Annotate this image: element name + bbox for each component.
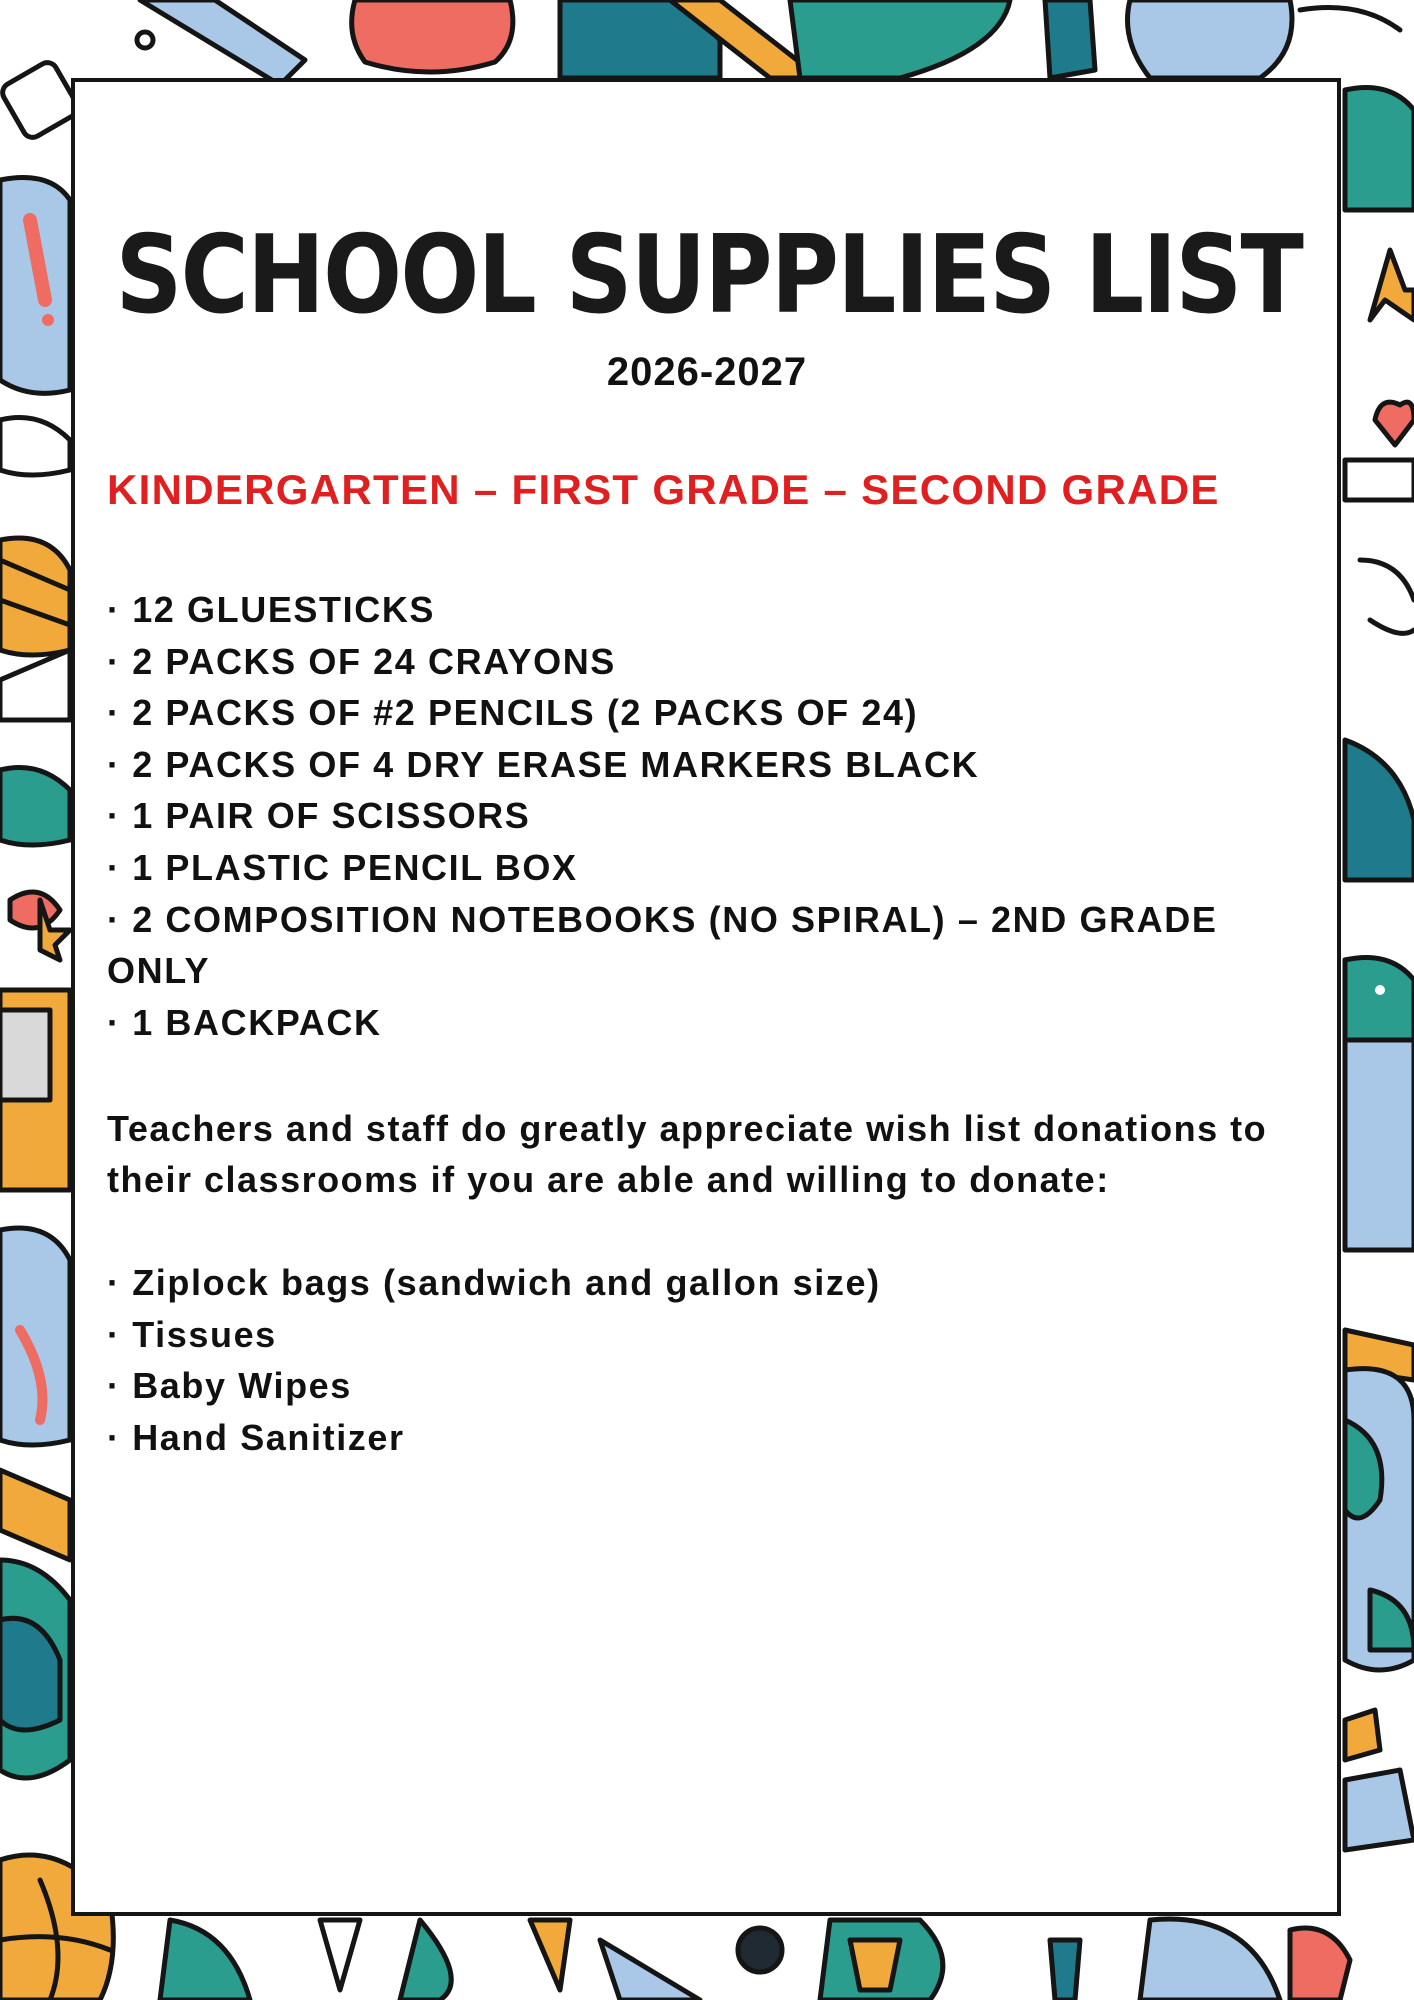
list-item: · Ziplock bags (sandwich and gallon size): [107, 1262, 881, 1303]
list-item: · Hand Sanitizer: [107, 1416, 405, 1458]
apple-icon: [352, 0, 513, 72]
list-item: · Baby Wipes: [107, 1365, 352, 1407]
heart-icon: [1375, 402, 1414, 445]
list-item: · Tissues: [107, 1313, 277, 1355]
globe-icon: [1345, 1369, 1414, 1670]
grade-levels: KINDERGARTEN – FIRST GRADE – SECOND GRADE: [107, 466, 1220, 513]
school-year: 2026-2027: [606, 350, 808, 394]
supplies-list: [107, 584, 1317, 1048]
alarm-clock-icon: [1128, 0, 1401, 78]
list-item: · 2 COMPOSITION NOTEBOOKS (NO SPIRAL) – 2ND GRADE ONLY: [107, 898, 1218, 992]
list-item: · 2 PACKS OF #2 PENCILS (2 PACKS OF 24): [107, 692, 919, 734]
wishlist-intro: Teachers and staff do greatly appreciate wish list donations to their classrooms if you are able and willing to donate:: [107, 1108, 1268, 1200]
list-item: · 1 PLASTIC PENCIL BOX: [107, 846, 578, 888]
page-title: SCHOOL SUPPLIES LIST: [115, 213, 1303, 339]
list-item: · 12 GLUESTICKS: [107, 589, 436, 630]
list-item: · 1 PAIR OF SCISSORS: [107, 795, 531, 837]
list-item: · 2 PACKS OF 24 CRAYONS: [107, 640, 616, 682]
list-item: · 1 BACKPACK: [107, 1001, 382, 1043]
wishlist: [107, 1257, 1307, 1463]
list-item: · 2 PACKS OF 4 DRY ERASE MARKERS BLACK: [107, 743, 980, 785]
calculator-icon: [0, 990, 70, 1190]
